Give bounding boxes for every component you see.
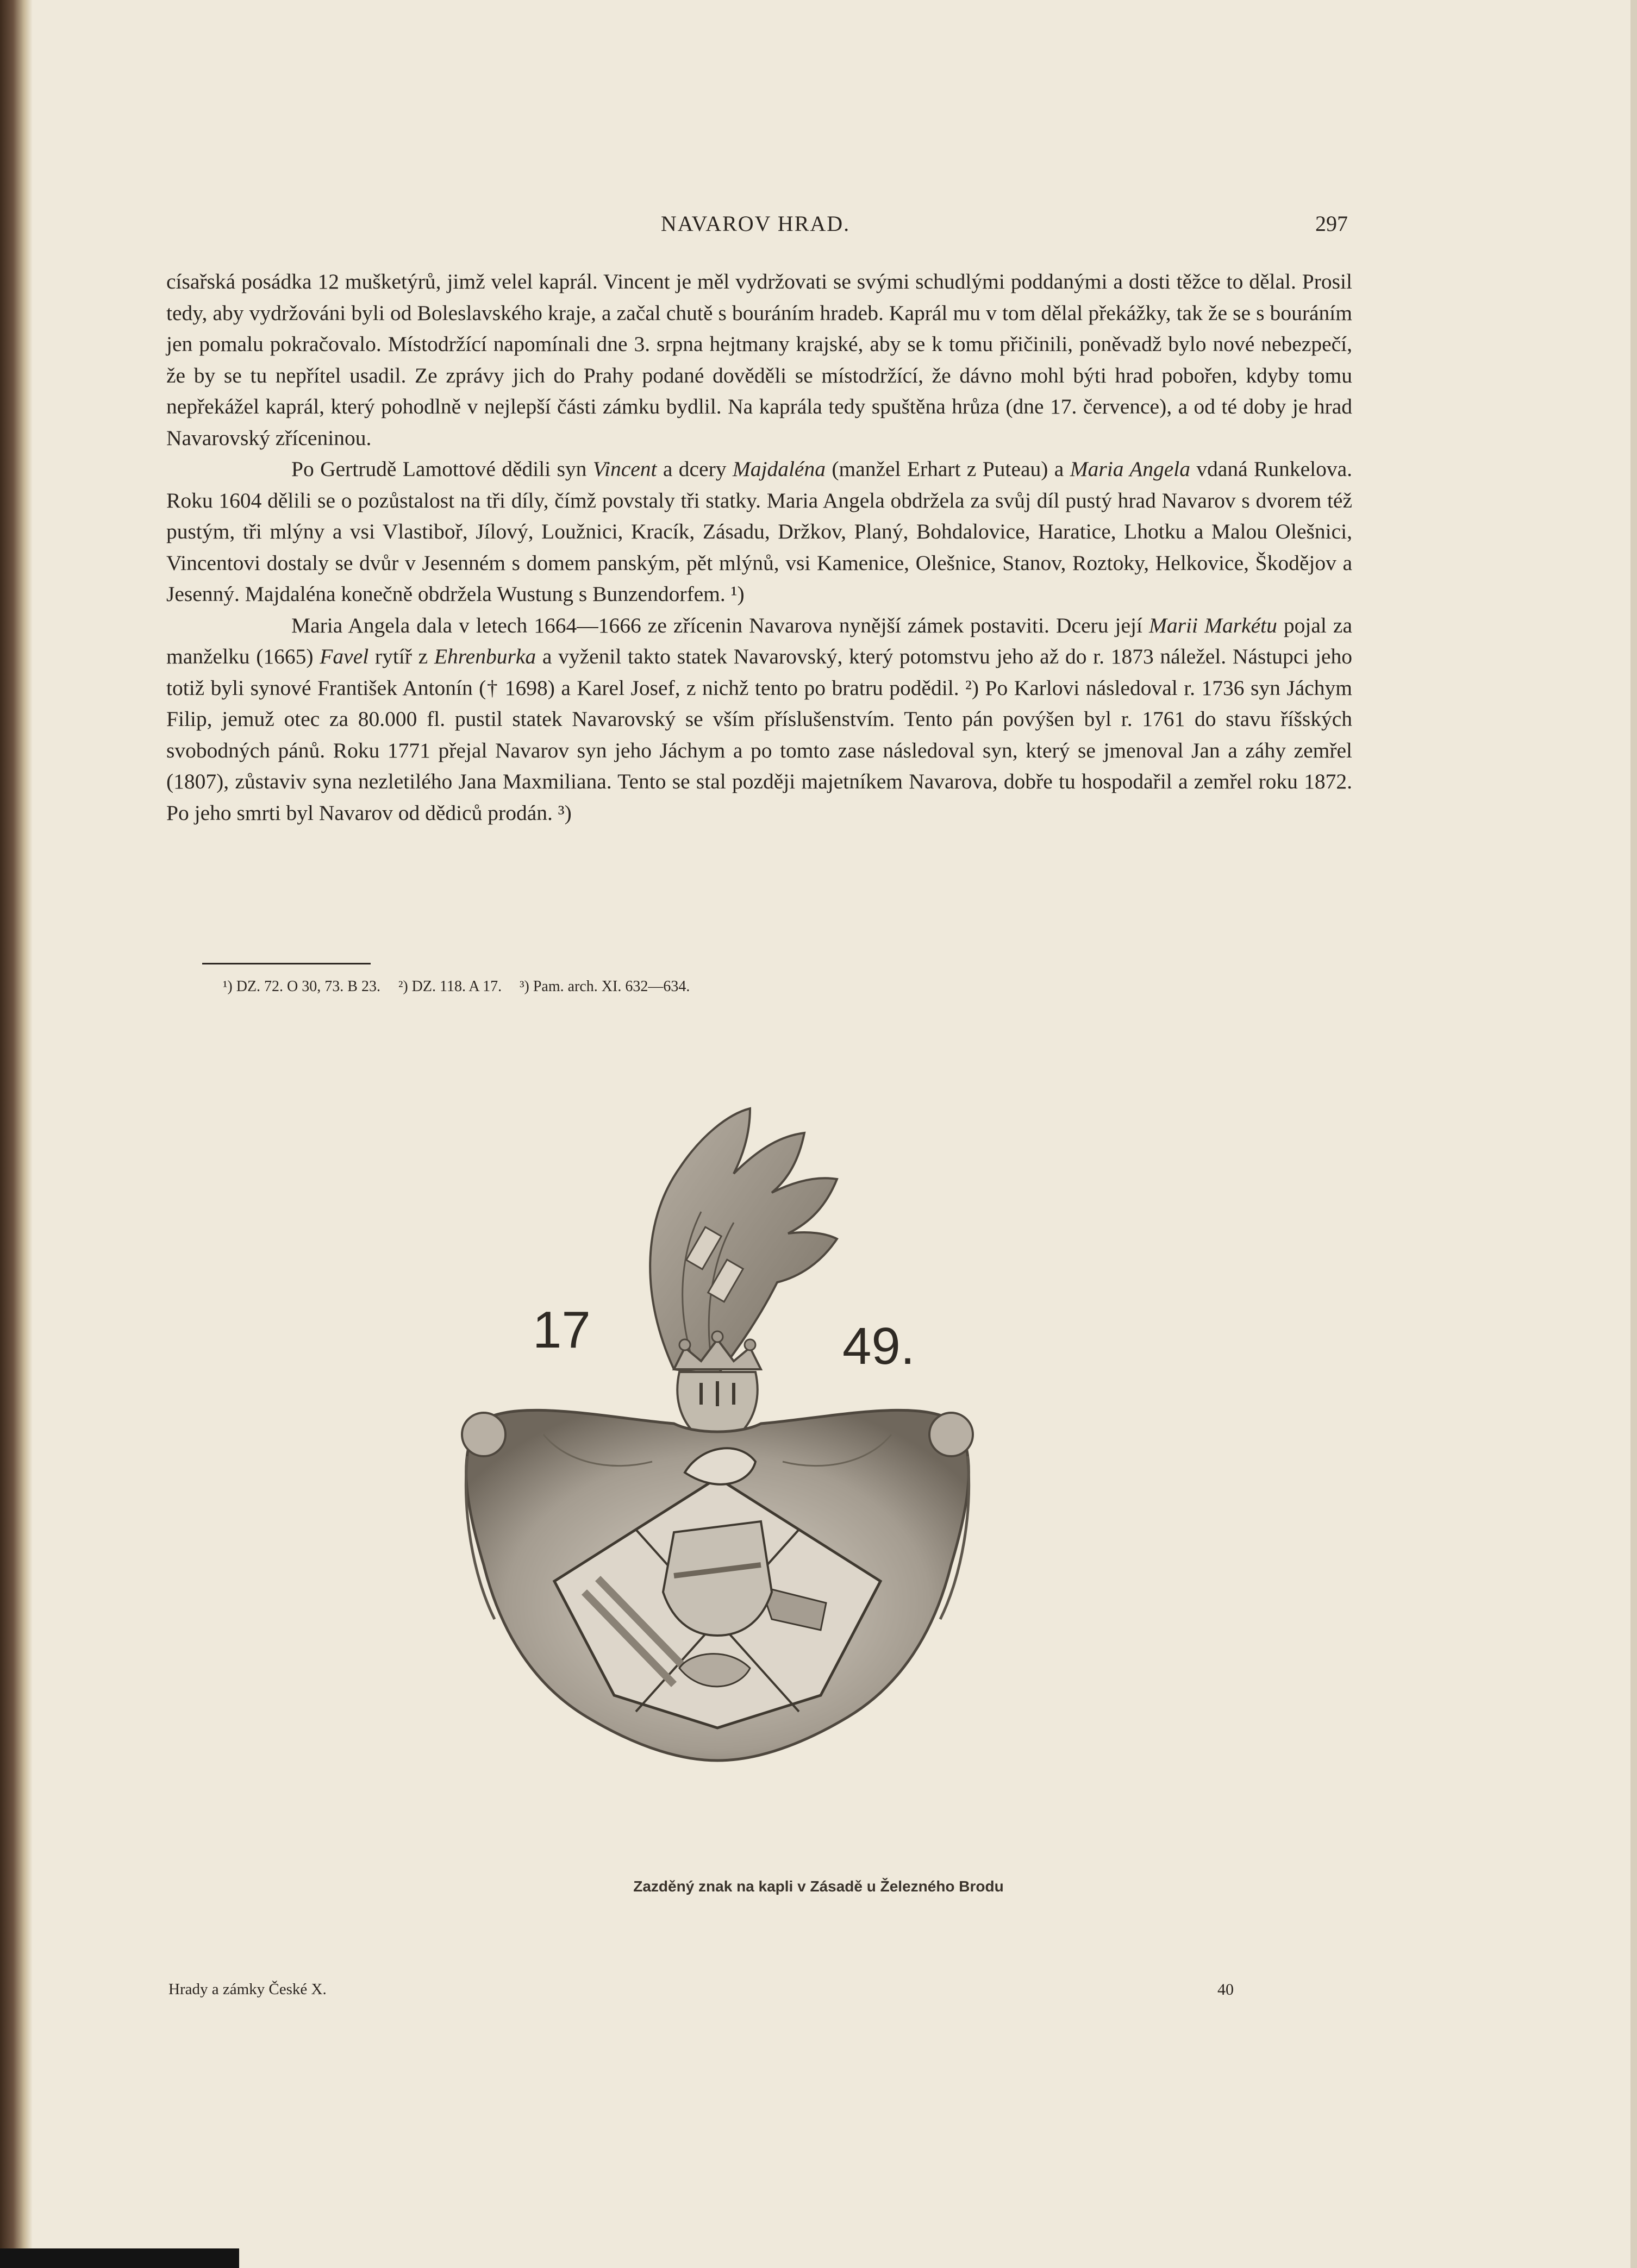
name-marii-marketu: Marii Markétu xyxy=(1149,613,1277,637)
footnote-1: ¹) DZ. 72. O 30, 73. B 23. xyxy=(223,978,380,995)
text-run: rytíř z xyxy=(368,644,434,668)
scan-corner-mark xyxy=(0,2248,239,2268)
year-left: 17 xyxy=(533,1301,591,1359)
coat-of-arms-drawing xyxy=(446,1043,1087,1782)
footer-book-title: Hrady a zámky České X. xyxy=(168,1981,327,1998)
name-favel: Favel xyxy=(320,644,369,668)
year-right: 49. xyxy=(842,1317,915,1375)
name-vincent: Vincent xyxy=(592,457,657,481)
footnote-3: ³) Pam. arch. XI. 632—634. xyxy=(520,978,690,995)
text-run: Maria Angela dala v letech 1664—1666 ze zřícenin Navarova nynější zámek postaviti. Dceru její xyxy=(291,613,1149,637)
page-edge xyxy=(1630,0,1637,2268)
helmet-crown xyxy=(674,1331,761,1434)
coat-of-arms-illustration xyxy=(446,1043,1087,1782)
text-run: a dcery xyxy=(657,457,733,481)
footnote-rule xyxy=(202,963,371,964)
page-header xyxy=(163,211,1348,243)
text-run: Po Gertrudě Lamottové dědili syn xyxy=(291,457,593,481)
body-text xyxy=(166,266,1352,829)
footnote-2: ²) DZ. 118. A 17. xyxy=(398,978,502,995)
name-ehrenburka: Ehrenburka xyxy=(434,644,536,668)
name-maria-angela: Maria Angela xyxy=(1070,457,1190,481)
running-title: NAVAROV HRAD. xyxy=(660,211,851,236)
name-majdalena: Majdaléna xyxy=(732,457,826,481)
wing-crest xyxy=(650,1108,837,1375)
footer-signature-number: 40 xyxy=(1217,1981,1234,1998)
text-run: pojal za manželku (1665) xyxy=(166,613,1352,668)
text-run: vdaná Runkelova. Roku 1604 dělili se o pozůstalost na tři díly, čímž povstaly tři statky. Maria Angela obdržela za svůj díl pustý hrad Navarov s dvorem též pustým, tři mlýny a vsi Vlastiboř, Jílový, Loužnici, Kracík, Zásadu, Držkov, Planý, Bohdalovice, Haratice, Lhotku a Malou Olešnici, Vincentovi dostaly se dvůr v Jesenném s domem panským, pět mlýnů, vsi Kamenice, Olešnice, Stanov, Roztoky, Helkovice, Škodějov a Jesenný. Majdaléna konečně obdržela Wustung s Bunzendorfem. ¹) xyxy=(166,457,1353,606)
text-run: (manžel Erhart z Puteau) a xyxy=(825,457,1070,481)
page-number: 297 xyxy=(1315,211,1348,236)
paragraph-3 xyxy=(166,610,1352,829)
book-binding-shadow xyxy=(0,0,33,2268)
figure-caption: Zazděný znak na kapli v Zásadě u Železného Brodu xyxy=(633,1878,1004,1895)
text-run: a vyženil takto statek Navarovský, který potomstvu jeho až do r. 1873 náležel. Nástupci jeho totiž byli synové František Antonín († 1698) a Karel Josef, z nichž tento po bratru podědil. ²) Po Karlovi následoval r. 1736 syn Jáchym Filip, jemuž otec za 80.000 fl. pustil statek Navarovský se vším příslušenstvím. Tento pán povýšen byl r. 1761 do stavu říšských svobodných pánů. Roku 1771 přejal Navarov syn jeho Jáchym a po tomto zase následoval syn, který se jmenoval Jan a záhy zemřel (1807), zůstaviv syna nezletilého Jana Maxmiliana. Tento se stal později majetníkem Navarova, dobře tu hospodařil a zemřel roku 1872. Po jeho smrti byl Navarov od dědiců prodán. ³) xyxy=(166,644,1352,825)
footnotes xyxy=(223,978,1038,995)
paragraph-1: císařská posádka 12 mušketýrů, jimž velel kaprál. Vincent je měl vydržovati se svými schudlými poddanými a dosti těžce to dělal. Prosil tedy, aby vydržováni byli od Boleslavského kraje, a začal chutě s bouráním hradeb. Kaprál mu v tom dělal překážky, tak že se s bouráním jen pomalu pokračovalo. Místodržící napomínali dne 3. srpna hejtmany krajské, aby se k tomu přičinili, poněvadž bylo nové nebezpečí, že by se tu nepřítel usadil. Ze zprávy jich do Prahy podané dověděli se místodržící, že dávno mohl býti hrad pobořen, kdyby tomu nepřekážel kaprál, který pohodlně v nejlepší části zámku bydlil. Na kaprála tedy spuštěna hrůza (dne 17. července), a od té doby je hrad Navarovský zříceninou. xyxy=(166,270,1352,450)
paragraph-2 xyxy=(166,454,1352,610)
